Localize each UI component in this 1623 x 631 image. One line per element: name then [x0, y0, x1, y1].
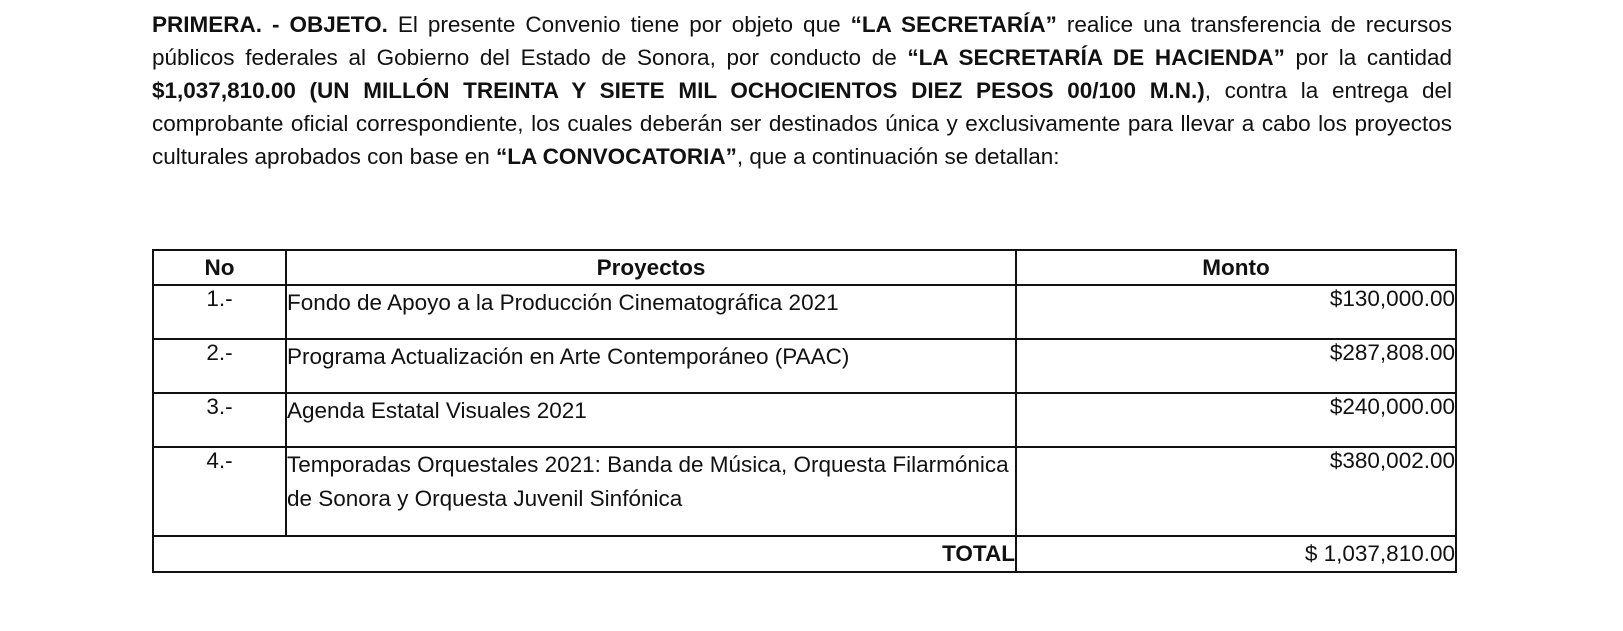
table-row [153, 339, 1456, 393]
clause-bold-amount: $1,037,810.00 (UN MILLÓN TREINTA Y SIETE MIL OCHOCIENTOS DIEZ PESOS 00/100 M.N.) [152, 78, 1205, 103]
header-no: No [153, 250, 286, 285]
clause-bold-secretaria: “LA SECRETARÍA” [850, 12, 1057, 37]
clause-text-3: por la cantidad [1284, 45, 1452, 70]
table-row [153, 285, 1456, 339]
clause-text-4: , contra la entrega del comprobante oficial correspondiente, los cuales deberán ser destinados única y exclusivamente para llevar a cabo los proyectos culturales aprobados con base en [152, 78, 1452, 169]
row-amount: $240,000.00 [1016, 393, 1456, 447]
row-number: 2.- [153, 339, 286, 393]
clause-primera [152, 8, 1452, 173]
total-row [153, 536, 1456, 572]
row-project: Programa Actualización en Arte Contemporáneo (PAAC) [286, 339, 1016, 393]
table-header-row [153, 250, 1456, 285]
total-value: $ 1,037,810.00 [1016, 536, 1456, 572]
document-page [152, 8, 1452, 173]
clause-text-2: realice una transferencia de recursos públicos federales al Gobierno del Estado de Sonora, por conducto de [152, 12, 1453, 70]
header-monto: Monto [1016, 250, 1456, 285]
row-project: Temporadas Orquestales 2021: Banda de Música, Orquesta Filarmónica de Sonora y Orquesta Juvenil Sinfónica [286, 447, 1016, 536]
clause-heading: PRIMERA. - OBJETO. [152, 12, 388, 37]
clause-text-5: , que a continuación se detallan: [736, 144, 1060, 169]
table-row [153, 447, 1456, 536]
total-label: TOTAL [153, 536, 1016, 572]
row-project: Agenda Estatal Visuales 2021 [286, 393, 1016, 447]
row-amount: $380,002.00 [1016, 447, 1456, 536]
row-number: 3.- [153, 393, 286, 447]
clause-text-1: El presente Convenio tiene por objeto que [387, 12, 851, 37]
row-amount: $287,808.00 [1016, 339, 1456, 393]
row-project: Fondo de Apoyo a la Producción Cinematográfica 2021 [286, 285, 1016, 339]
row-number: 1.- [153, 285, 286, 339]
header-proyectos: Proyectos [286, 250, 1016, 285]
clause-bold-hacienda: “LA SECRETARÍA DE HACIENDA” [907, 45, 1285, 70]
table-row [153, 393, 1456, 447]
clause-bold-convocatoria: “LA CONVOCATORIA” [495, 144, 737, 169]
projects-table [152, 249, 1457, 573]
row-amount: $130,000.00 [1016, 285, 1456, 339]
row-number: 4.- [153, 447, 286, 536]
